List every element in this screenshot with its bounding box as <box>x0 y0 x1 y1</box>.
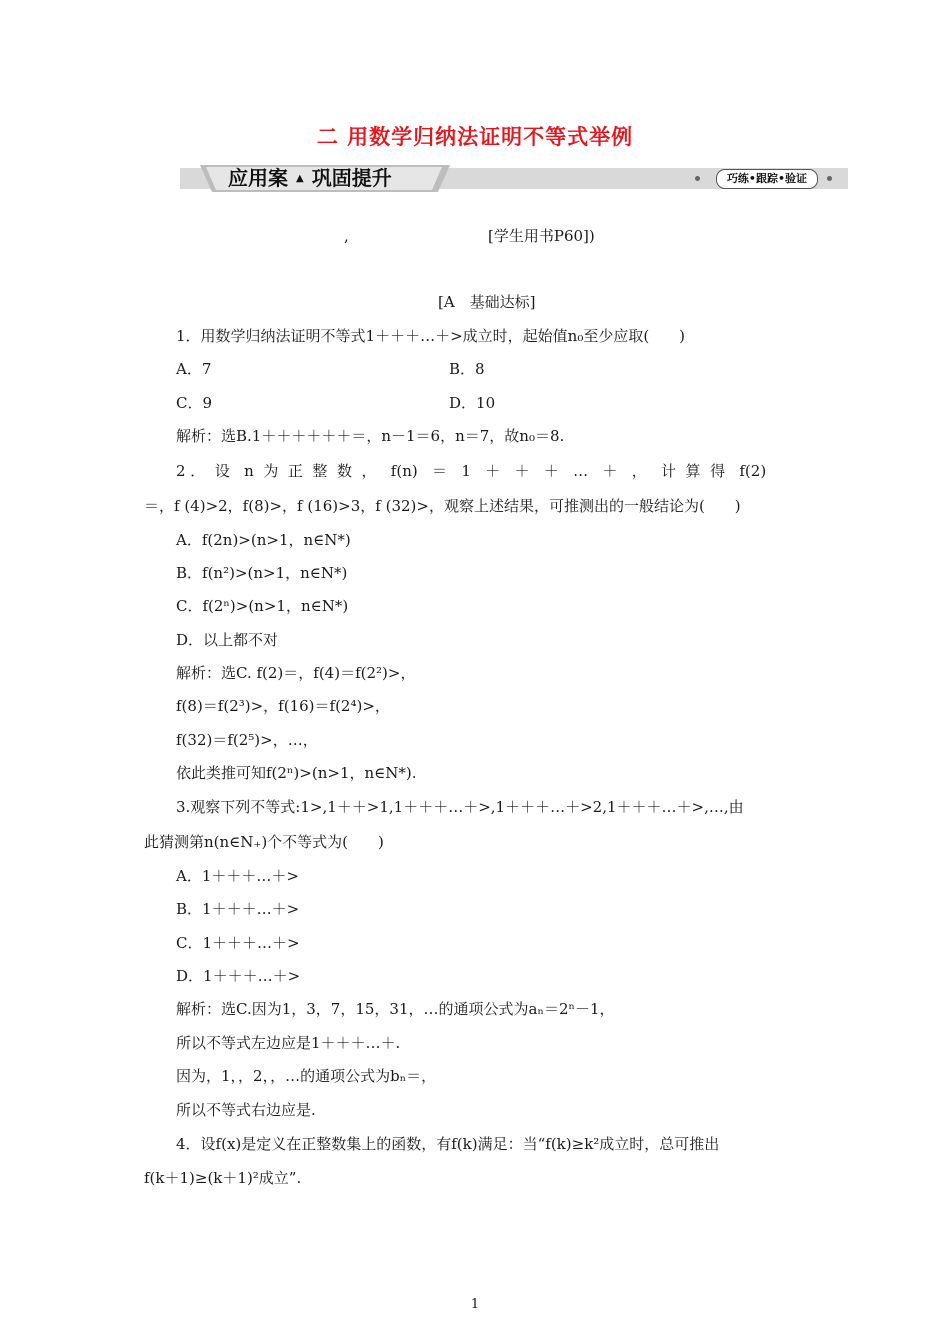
question-3-cont: 此猜测第n(n∈N₊)个不等式为( ) <box>144 833 384 851</box>
solution-3-line: 所以不等式左边应是1＋＋＋…＋. <box>176 1034 401 1052</box>
solution-2: 解析：选C. f(2)＝，f(4)＝f(2²)>， <box>176 664 416 682</box>
book-reference: [学生用书P60]) <box>488 227 595 245</box>
ref-comma: , <box>344 227 349 245</box>
banner-left-text: 应用案 <box>228 166 288 190</box>
question-4-cont: f(k＋1)≥(k＋1)²成立”. <box>144 1169 302 1187</box>
option-b: B．f(n²)>(n>1，n∈N*) <box>176 564 348 582</box>
solution-2-line: f(32)＝f(2⁵)>，…， <box>176 731 318 749</box>
solution-3-line: 所以不等式右边应是. <box>176 1101 316 1119</box>
question-2: 2 ． 设 n 为 正 整 数 ， f(n) ＝ 1 ＋ ＋ ＋ … ＋ ， 计 算 得 f(2) <box>176 462 767 480</box>
dot-icon <box>827 176 832 181</box>
option-d: D．10 <box>449 394 496 412</box>
triangle-icon: ▲ <box>296 173 304 184</box>
page-title: 二 用数学归纳法证明不等式举例 <box>316 125 634 149</box>
option-c: C．9 <box>176 394 213 412</box>
option-d: D．1＋＋＋…＋> <box>176 967 301 985</box>
option-a: A．1＋＋＋…＋> <box>176 867 299 885</box>
question-1: 1．用数学归纳法证明不等式1＋＋＋…＋>成立时，起始值n₀至少应取( ) <box>176 327 686 345</box>
option-d: D．以上都不对 <box>176 631 279 649</box>
solution-3: 解析：选C.因为1，3，7，15，31，…的通项公式为aₙ＝2ⁿ－1， <box>176 1000 615 1018</box>
option-a: A．7 <box>176 360 212 378</box>
option-b: B．1＋＋＋…＋> <box>176 900 300 918</box>
solution-2-line: f(8)＝f(2³)>，f(16)＝f(2⁴)>， <box>176 697 390 715</box>
option-a: A．f(2n)>(n>1，n∈N*) <box>176 531 351 549</box>
question-2-cont: ＝，f (4)>2，f(8)>，f (16)>3，f (32)>，观察上述结果，可推测出的一般结论为( ) <box>144 497 741 515</box>
banner-tag: 巧练•跟踪•验证 <box>716 169 818 189</box>
banner-right-text: 巩固提升 <box>311 166 392 190</box>
option-c: C．f(2ⁿ)>(n>1，n∈N*) <box>176 597 349 615</box>
solution-1: 解析：选B.1＋＋＋＋＋＋＝，n－1＝6，n＝7，故n₀＝8. <box>176 427 565 445</box>
option-c: C．1＋＋＋…＋> <box>176 934 300 952</box>
solution-2-line: 依此类推可知f(2ⁿ)>(n>1，n∈N*). <box>176 764 417 782</box>
section-heading: [A 基础达标] <box>438 293 536 311</box>
section-banner <box>180 165 848 192</box>
dot-icon <box>695 176 700 181</box>
page-number: 1 <box>470 1297 480 1312</box>
option-b: B．8 <box>449 360 485 378</box>
question-4: 4．设f(x)是定义在正整数集上的函数，有f(k)满足：当“f(k)≥k²成立时，总可推出 <box>176 1135 720 1153</box>
solution-3-line: 因为，1，，2，，…的通项公式为bₙ＝， <box>176 1067 437 1085</box>
question-3: 3.观察下列不等式:1>,1＋＋>1,1＋＋＋…＋>,1＋＋＋…＋>2,1＋＋＋…＋>,…,由 <box>176 798 744 816</box>
